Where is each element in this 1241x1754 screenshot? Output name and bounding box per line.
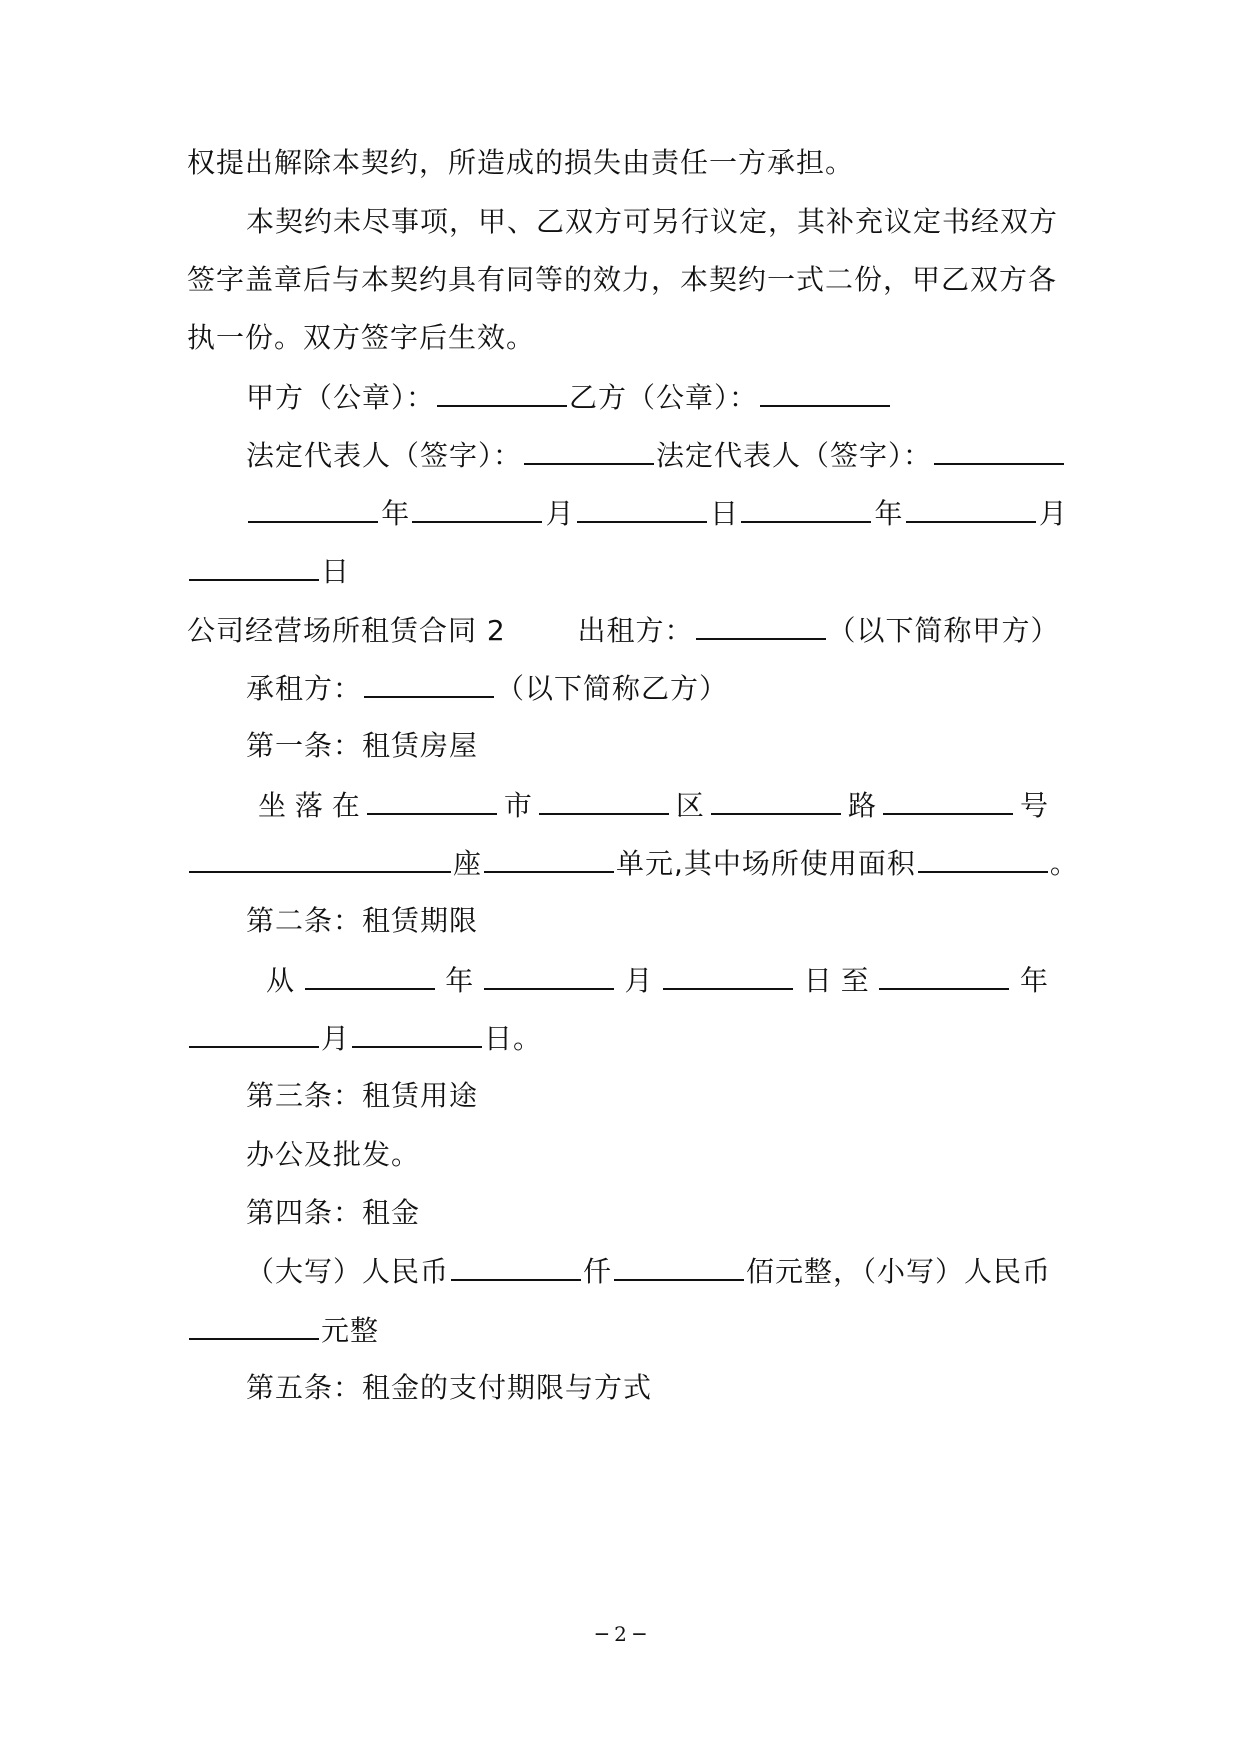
text: 执一份。双方签字后生效。 bbox=[187, 321, 536, 354]
lessee-label: 承租方： bbox=[246, 672, 363, 705]
signature-line-representatives bbox=[246, 435, 1067, 475]
lessor-blank[interactable] bbox=[696, 610, 826, 640]
start-month-label: 月 bbox=[624, 964, 653, 997]
month-label: 月 bbox=[545, 497, 574, 530]
yuan-label: 元整 bbox=[321, 1314, 380, 1347]
end-year-blank[interactable] bbox=[879, 960, 1009, 990]
article-1-title: 第一条：租赁房屋 bbox=[246, 729, 479, 762]
party-a-rep-label: 法定代表人（签字）： bbox=[246, 439, 523, 472]
lessor-label: 出租方： bbox=[577, 614, 694, 647]
rent-hundreds-blank[interactable] bbox=[614, 1251, 744, 1281]
city-label: 市 bbox=[503, 789, 532, 822]
lessee-note: （以下简称乙方） bbox=[496, 672, 729, 705]
unit-blank[interactable] bbox=[484, 843, 614, 873]
year-blank[interactable] bbox=[248, 493, 378, 523]
block-label: 座 bbox=[453, 847, 483, 880]
month-label-2: 月 bbox=[1038, 497, 1067, 530]
text: 本契约未尽事项，甲、乙双方可另行议定，其补充议定书经双方 bbox=[246, 205, 1059, 238]
day-blank-2[interactable] bbox=[189, 551, 319, 581]
start-year-label: 年 bbox=[445, 964, 474, 997]
date-line bbox=[246, 493, 1067, 533]
paragraph-line bbox=[246, 202, 1067, 242]
term-line bbox=[266, 960, 1048, 1000]
year-blank-2[interactable] bbox=[741, 493, 871, 523]
page-number: ─ 2 ─ bbox=[595, 1622, 646, 1646]
party-b-rep-label: 法定代表人（签字）： bbox=[656, 439, 933, 472]
contract-title: 公司经营场所租赁合同 2 bbox=[187, 614, 506, 647]
end-year-label: 年 bbox=[1019, 964, 1048, 997]
article-3-title: 第三条：租赁用途 bbox=[246, 1079, 479, 1112]
district-label: 区 bbox=[675, 789, 704, 822]
period: 。 bbox=[1049, 847, 1079, 880]
unit-area-label: 单元,其中场所使用面积 bbox=[616, 847, 916, 880]
month-blank[interactable] bbox=[412, 493, 542, 523]
party-a-seal-label: 甲方（公章）： bbox=[246, 381, 436, 414]
article-2-title: 第二条：租赁期限 bbox=[246, 904, 479, 937]
end-month-label: 月 bbox=[321, 1022, 351, 1055]
paragraph-line bbox=[187, 318, 1067, 358]
party-a-seal-blank[interactable] bbox=[437, 377, 567, 407]
district-blank[interactable] bbox=[539, 785, 669, 815]
signature-line-party-a-b bbox=[246, 377, 1067, 417]
thousands-label: 仟 bbox=[583, 1255, 613, 1288]
paragraph-line bbox=[187, 260, 1067, 300]
article-heading bbox=[246, 901, 1067, 941]
date-line-continued bbox=[187, 551, 1067, 591]
address-line-continued bbox=[187, 843, 1079, 883]
text: 权提出解除本契约，所造成的损失由责任一方承担。 bbox=[187, 146, 855, 179]
day-label: 日 bbox=[710, 497, 739, 530]
road-label: 路 bbox=[847, 789, 876, 822]
start-day-blank[interactable] bbox=[663, 960, 793, 990]
day-to-label: 日 至 bbox=[803, 964, 869, 997]
day-label-2: 日 bbox=[321, 555, 351, 588]
year-label-2: 年 bbox=[874, 497, 903, 530]
rent-numeric-blank[interactable] bbox=[189, 1310, 319, 1340]
city-blank[interactable] bbox=[367, 785, 497, 815]
article-heading bbox=[246, 1193, 1067, 1233]
start-month-blank[interactable] bbox=[484, 960, 614, 990]
rent-amount-line-continued bbox=[187, 1310, 1067, 1350]
lessee-blank[interactable] bbox=[364, 668, 494, 698]
term-line-continued bbox=[187, 1018, 1067, 1058]
lessor-note: （以下简称甲方） bbox=[827, 614, 1060, 647]
article-heading bbox=[246, 1368, 1067, 1408]
rent-thousands-blank[interactable] bbox=[451, 1251, 581, 1281]
end-month-blank[interactable] bbox=[189, 1018, 319, 1048]
address-line bbox=[258, 785, 1048, 825]
party-b-seal-blank[interactable] bbox=[760, 377, 890, 407]
year-label: 年 bbox=[381, 497, 410, 530]
building-blank[interactable] bbox=[189, 843, 451, 873]
month-blank-2[interactable] bbox=[906, 493, 1036, 523]
text: 签字盖章后与本契约具有同等的效力，本契约一式二份，甲乙双方各 bbox=[187, 263, 1058, 296]
party-b-seal-label: 乙方（公章）： bbox=[569, 381, 759, 414]
rent-capital-label: （大写）人民币 bbox=[246, 1255, 450, 1288]
area-blank[interactable] bbox=[918, 843, 1048, 873]
paragraph-line bbox=[246, 1135, 1067, 1175]
located-label: 坐 落 在 bbox=[258, 789, 360, 822]
day-blank[interactable] bbox=[577, 493, 707, 523]
rent-small-label: 佰元整，（小写）人民币 bbox=[746, 1255, 1052, 1288]
article-5-title: 第五条：租金的支付期限与方式 bbox=[246, 1371, 653, 1404]
article-heading bbox=[246, 726, 1067, 766]
party-b-rep-blank[interactable] bbox=[934, 435, 1064, 465]
number-label: 号 bbox=[1019, 789, 1048, 822]
number-blank[interactable] bbox=[883, 785, 1013, 815]
end-day-label: 日。 bbox=[484, 1022, 543, 1055]
contract-heading-line bbox=[187, 610, 1067, 650]
article-4-title: 第四条：租金 bbox=[246, 1196, 421, 1229]
from-label: 从 bbox=[266, 964, 295, 997]
text: 办公及批发。 bbox=[246, 1138, 421, 1171]
lessee-line bbox=[246, 668, 1067, 708]
paragraph-line bbox=[187, 143, 1067, 183]
party-a-rep-blank[interactable] bbox=[524, 435, 654, 465]
article-heading bbox=[246, 1076, 1067, 1116]
start-year-blank[interactable] bbox=[305, 960, 435, 990]
end-day-blank[interactable] bbox=[352, 1018, 482, 1048]
rent-amount-line bbox=[246, 1251, 1067, 1291]
road-blank[interactable] bbox=[711, 785, 841, 815]
